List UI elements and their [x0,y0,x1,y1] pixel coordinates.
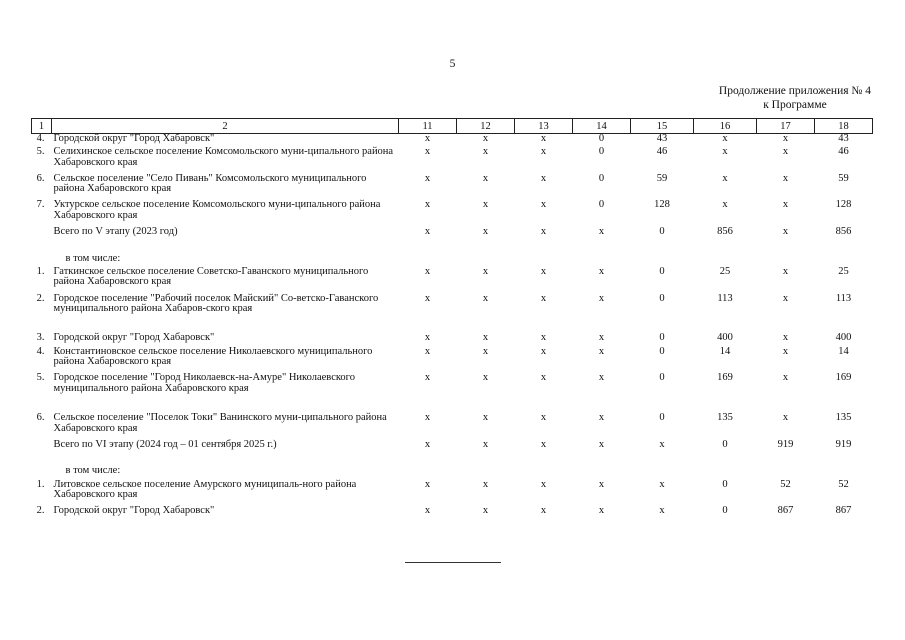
value-cell: 0 [722,478,728,490]
settlement-name: Сельское поселение "Поселок Токи" Ванинского муни-ципального района Хабаровского края [53,412,387,434]
table-row [32,333,873,346]
value-cell: x [659,478,665,490]
row-number [32,466,52,479]
table-row [32,347,873,374]
row-number [32,227,52,254]
value-cell: x [482,332,489,344]
value-cell: x [598,332,605,344]
table-row [32,294,873,334]
value-cell [457,466,515,479]
value-cell: x [424,146,431,158]
col-header: 15 [631,119,694,134]
value-cell: x [482,133,489,144]
row-number: 5. [36,372,45,384]
value-cell: 919 [777,438,794,450]
table-row [32,413,873,440]
value-cell: x [540,146,547,158]
value-cell: x [598,372,605,384]
value-cell: x [598,505,605,517]
value-cell: x [782,292,789,304]
value-cell: x [722,199,728,211]
value-cell: 25 [838,265,849,277]
value-cell: x [598,292,605,304]
value-cell: 0 [722,505,728,517]
value-cell: x [424,332,431,344]
value-cell: x [482,226,489,238]
value-cell: x [540,172,547,184]
row-number: 7. [36,199,45,211]
settlement-name: Городской округ "Город Хабаровск" [53,505,215,517]
table-row [32,134,873,148]
value-cell: 0 [659,265,665,277]
value-cell: x [424,478,431,490]
col-header: 18 [815,119,873,134]
value-cell: x [482,172,489,184]
table-header-row [32,119,873,134]
value-cell: x [598,478,605,490]
col-header: 1 [32,119,52,134]
value-cell: 43 [656,133,668,144]
settlement-name: Всего по VI этапу (2024 год – 01 сентября 2025 г.) [53,438,277,450]
row-number: 2. [36,505,45,517]
value-cell [515,466,573,479]
value-cell: x [424,412,431,424]
value-cell: x [598,345,605,357]
value-cell: x [782,265,789,277]
row-number: 1. [36,478,45,490]
table-row [32,480,873,507]
value-cell [694,254,757,267]
value-cell: x [424,133,431,144]
value-cell: x [782,199,789,211]
value-cell: 0 [659,292,665,304]
value-cell: 14 [719,345,731,357]
row-number: 4. [36,133,45,144]
appendix-caption [719,84,871,112]
col-header: 12 [457,119,515,134]
value-cell: 128 [654,199,670,211]
value-cell: x [722,133,728,144]
col-header: 17 [757,119,815,134]
value-cell: 135 [717,412,733,424]
row-number: 4. [36,345,45,357]
value-cell: x [424,345,431,357]
value-cell: x [540,133,547,144]
value-cell: x [424,505,431,517]
value-cell: x [424,372,431,384]
value-cell: x [482,438,489,450]
row-number [32,254,52,267]
value-cell [515,254,573,267]
value-cell: 919 [835,438,852,450]
value-cell: x [540,438,547,450]
value-cell: 43 [838,133,849,144]
value-cell [457,254,515,267]
value-cell: x [782,412,789,424]
value-cell: 400 [835,332,852,344]
settlement-name: в том числе: [65,252,121,264]
value-cell: 46 [656,146,668,158]
value-cell [815,466,873,479]
value-cell: x [424,265,431,277]
table-row [32,373,873,413]
value-cell [694,466,757,479]
settlement-name: в том числе: [65,465,121,477]
value-cell: x [782,332,789,344]
value-cell: 0 [659,345,665,357]
settlement-name: Городской округ "Город Хабаровск" [53,332,215,344]
settlement-name: Селихинское сельское поселение Комсомольского муни-ципального района Хабаровского края [53,146,394,168]
subheading-row [32,466,873,479]
value-cell: x [540,345,547,357]
value-cell [573,254,631,267]
value-cell: x [424,438,431,450]
row-number: 6. [36,412,45,424]
value-cell: 0 [598,199,605,211]
value-cell: 0 [598,146,605,158]
value-cell: x [598,412,605,424]
row-number: 5. [36,146,45,158]
settlement-name: Городское поселение "Город Николаевск-на-Амуре" Николаевского муниципального района Хабаровского края [53,372,355,394]
value-cell: 0 [659,412,665,424]
value-cell: 52 [780,478,791,490]
value-cell: 856 [835,226,852,238]
value-cell: 46 [838,146,849,158]
value-cell: x [782,172,789,184]
settlement-name: Сельское поселение "Село Пивань" Комсомольского муниципального района Хабаровского края [53,172,367,195]
value-cell: 0 [598,172,605,184]
appendix-line-1: Продолжение приложения № 4 [718,85,871,97]
program-table [31,118,873,520]
value-cell: 113 [835,292,852,304]
value-cell: x [540,478,547,490]
col-header: 11 [399,119,457,134]
value-cell: x [782,146,789,158]
value-cell: 128 [835,199,852,211]
value-cell: 113 [717,292,733,304]
value-cell: x [424,199,431,211]
value-cell: x [540,292,547,304]
value-cell: x [482,265,489,277]
value-cell: x [482,478,489,490]
value-cell [399,466,457,479]
col-header: 16 [694,119,757,134]
settlement-name: Гаткинское сельское поселение Советско-Гаванского муниципального района Хабаровского края [53,265,369,288]
table-row [32,227,873,254]
value-cell: 14 [838,345,849,357]
value-cell: x [598,438,605,450]
value-cell: 856 [717,226,733,238]
settlement-name: Городское поселение "Рабочий поселок Майский" Со-ветско-Гаванского муниципального района Хабаров-ского края [53,292,379,315]
value-cell: 0 [722,438,728,450]
value-cell [399,254,457,267]
table-row [32,174,873,201]
value-cell: x [598,265,605,277]
value-cell: 169 [717,372,733,384]
col-header: 13 [515,119,573,134]
value-cell: x [540,372,547,384]
settlement-name: Литовское сельское поселение Амурского муниципаль-ного района Хабаровского края [53,478,357,501]
value-cell: 400 [717,332,733,344]
value-cell: x [540,332,547,344]
settlement-name: Всего по V этапу (2023 год) [53,226,178,238]
value-cell: x [722,172,728,184]
value-cell: x [540,412,547,424]
value-cell: 135 [835,412,852,424]
value-cell: 867 [777,505,794,517]
value-cell: x [424,226,431,238]
value-cell [757,466,815,479]
value-cell: x [722,146,728,158]
value-cell: x [482,292,489,304]
row-number: 3. [36,332,45,344]
value-cell: 52 [838,478,849,490]
value-cell: 59 [656,172,668,184]
value-cell [757,254,815,267]
settlement-name: Уктурское сельское поселение Комсомольского муни-ципального района Хабаровского края [53,199,381,221]
value-cell: 867 [835,505,852,517]
row-number: 6. [36,172,45,184]
row-number: 2. [36,292,45,304]
table-row [32,200,873,227]
page-number: 5 [449,58,456,70]
value-cell: x [482,505,489,517]
settlement-name: Константиновское сельское поселение Николаевского муниципального района Хабаровского края [53,345,373,368]
value-cell: x [782,226,789,238]
subheading-row [32,254,873,267]
value-cell: x [482,345,489,357]
row-number [32,440,52,467]
settlement-name: Городской округ "Город Хабаровск" [53,133,215,144]
value-cell [815,254,873,267]
table-row [32,147,873,174]
value-cell: 25 [719,265,731,277]
value-cell: x [540,265,547,277]
value-cell: x [540,226,547,238]
value-cell [631,254,694,267]
value-cell: x [598,226,605,238]
table-row [32,267,873,294]
value-cell: 59 [838,172,849,184]
value-cell: x [424,292,431,304]
value-cell: x [659,505,665,517]
value-cell [573,466,631,479]
value-cell: x [782,345,789,357]
value-cell [631,466,694,479]
appendix-line-2: к Программе [763,99,827,111]
row-number: 1. [36,265,45,277]
value-cell: 0 [659,372,665,384]
value-cell: x [659,438,665,450]
value-cell: x [424,172,431,184]
value-cell: x [782,133,789,144]
table-row [32,506,873,519]
value-cell: 0 [598,133,605,144]
value-cell: 0 [659,226,665,238]
value-cell: x [482,412,489,424]
value-cell: 0 [659,332,665,344]
col-header: 2 [52,119,399,134]
value-cell: x [482,146,489,158]
value-cell: x [540,505,547,517]
signature-line [405,562,501,563]
table-row [32,440,873,467]
value-cell: x [540,199,547,211]
value-cell: x [782,372,789,384]
value-cell: x [482,199,489,211]
value-cell: x [482,372,489,384]
col-header: 14 [573,119,631,134]
value-cell: 169 [835,372,852,384]
